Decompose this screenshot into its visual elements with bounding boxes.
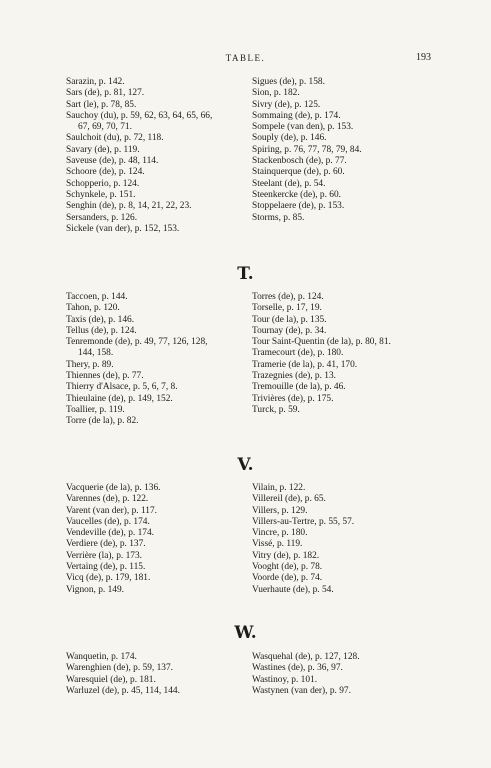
index-entry: Turck, p. 59. <box>252 404 300 415</box>
index-entry: Taccoen, p. 144. <box>66 292 128 302</box>
index-entry: 67, 69, 70, 71. <box>78 122 132 133</box>
index-entry: Steelant (de), p. 54. <box>252 178 326 189</box>
index-entry: Vilain, p. 122. <box>252 483 306 493</box>
index-entry: Vitry (de), p. 182. <box>252 550 320 561</box>
index-entry: Vissé, p. 119. <box>252 539 303 550</box>
index-column-right <box>252 483 452 596</box>
index-entry: Senghin (de), p. 8, 14, 21, 22, 23. <box>66 201 192 212</box>
index-entry: Torselle, p. 17, 19. <box>252 303 322 314</box>
index-column-right <box>252 292 452 416</box>
index-entry: Schoore (de), p. 124. <box>66 167 145 178</box>
index-entry: Tour (de la), p. 135. <box>252 314 327 325</box>
index-entry: Sars (de), p. 81, 127. <box>66 88 145 99</box>
index-entry: Sauchoy (du), p. 59, 62, 63, 64, 65, 66, <box>66 110 213 121</box>
index-entry: Vincre, p. 180. <box>252 528 308 539</box>
index-entry: Sart (le), p. 78, 85. <box>66 99 137 110</box>
index-entry: Sigues (de), p. 158. <box>252 77 325 87</box>
index-column-left <box>66 652 246 697</box>
index-entry: Savary (de), p. 119. <box>66 144 140 155</box>
index-entry: Tahon, p. 120. <box>66 303 120 314</box>
index-entry: Spiring, p. 76, 77, 78, 79, 84. <box>252 144 362 155</box>
index-entry: Sarazin, p. 142. <box>66 77 125 87</box>
index-column-left <box>66 292 246 428</box>
index-entry: Warenghien (de), p. 59, 137. <box>66 663 174 674</box>
index-entry: Schopperio, p. 124. <box>66 178 140 189</box>
index-entry: Wasquehal (de), p. 127, 128. <box>252 652 360 662</box>
index-entry: Sion, p. 182. <box>252 88 300 99</box>
index-entry: Saveuse (de), p. 48, 114. <box>66 156 159 167</box>
index-entry: Sickele (van der), p. 152, 153. <box>66 223 180 234</box>
index-entry: Tramerie (de la), p. 41, 170. <box>252 359 358 370</box>
index-entry: Vacquerie (de la), p. 136. <box>66 483 161 493</box>
index-column-left <box>66 77 246 235</box>
index-entry: Tremouille (de la), p. 46. <box>252 382 346 393</box>
index-column-left <box>66 483 246 596</box>
index-entry: Storms, p. 85. <box>252 212 305 223</box>
index-entry: Wanquetin, p. 174. <box>66 652 137 662</box>
index-entry: Thiennes (de), p. 77. <box>66 371 144 382</box>
index-entry: Voorde (de), p. 74. <box>252 573 323 584</box>
index-entry: Wastines (de), p. 36, 97. <box>252 663 343 674</box>
index-entry: Villereil (de), p. 65. <box>252 494 326 505</box>
index-entry: Tenremonde (de), p. 49, 77, 126, 128, <box>66 337 208 348</box>
index-column-right <box>252 77 452 224</box>
index-entry: Warluzel (de), p. 45, 114, 144. <box>66 685 180 696</box>
page-number: 193 <box>416 52 431 63</box>
index-entry: Torre (de la), p. 82. <box>66 416 139 427</box>
index-entry: Tramecourt (de), p. 180. <box>252 348 344 359</box>
index-entry: Verdiere (de), p. 137. <box>66 539 146 550</box>
index-entry: Waresquiel (de), p. 181. <box>66 674 156 685</box>
index-entry: Stackenbosch (de), p. 77. <box>252 156 347 167</box>
index-entry: Verrière (la), p. 173. <box>66 550 143 561</box>
section-letter-t: T. <box>237 264 254 284</box>
index-entry: Tournay (de), p. 34. <box>252 325 327 336</box>
index-entry: Vooght (de), p. 78. <box>252 562 323 573</box>
index-entry: Varennes (de), p. 122. <box>66 494 149 505</box>
section-letter-v: V. <box>237 455 254 475</box>
index-entry: Torres (de), p. 124. <box>252 292 324 302</box>
index-entry: Sersanders, p. 126. <box>66 212 138 223</box>
index-entry: Trivières (de), p. 175. <box>252 393 334 404</box>
index-entry: Wastinoy, p. 101. <box>252 674 318 685</box>
index-entry: Wastynen (van der), p. 97. <box>252 685 351 696</box>
index-entry: Sivry (de), p. 125. <box>252 99 321 110</box>
index-entry: Stainquerque (de), p. 60. <box>252 167 345 178</box>
section-letter-w: W. <box>234 623 257 643</box>
index-entry: Villers-au-Tertre, p. 55, 57. <box>252 516 355 527</box>
index-entry: Vignon, p. 149. <box>66 584 125 595</box>
index-entry: Villers, p. 129. <box>252 505 308 516</box>
index-entry: Vuerhaute (de), p. 54. <box>252 584 334 595</box>
index-entry: Schynkele, p. 151. <box>66 189 136 200</box>
index-entry: Sommaing (de), p. 174. <box>252 110 341 121</box>
index-entry: Thierry d'Alsace, p. 5, 6, 7, 8. <box>66 382 178 393</box>
index-entry: Steenkercke (de), p. 60. <box>252 189 342 200</box>
index-entry: Tour Saint-Quentin (de la), p. 80, 81. <box>252 337 391 348</box>
index-entry: Tellus (de), p. 124. <box>66 325 137 336</box>
index-entry: Trazegnies (de), p. 13. <box>252 371 337 382</box>
index-entry: Taxis (de), p. 146. <box>66 314 135 325</box>
index-entry: Varent (van der), p. 117. <box>66 505 158 516</box>
running-header-title: TABLE. <box>225 53 266 63</box>
index-entry: 144, 158. <box>78 348 114 359</box>
index-entry: Saulchoit (du), p. 72, 118. <box>66 133 164 144</box>
index-entry: Vendeville (de), p. 174. <box>66 528 154 539</box>
index-entry: Stoppelaere (de), p. 153. <box>252 201 345 212</box>
index-entry: Thery, p. 89. <box>66 359 114 370</box>
index-entry: Vaucelles (de), p. 174. <box>66 516 150 527</box>
index-entry: Souply (de), p. 146. <box>252 133 327 144</box>
index-entry: Thieulaine (de), p. 149, 152. <box>66 393 173 404</box>
index-column-right <box>252 652 452 697</box>
index-entry: Vertaing (de), p. 115. <box>66 562 146 573</box>
index-entry: Toallier, p. 119. <box>66 404 125 415</box>
index-entry: Vicq (de), p. 179, 181. <box>66 573 151 584</box>
index-entry: Sompele (van den), p. 153. <box>252 122 354 133</box>
